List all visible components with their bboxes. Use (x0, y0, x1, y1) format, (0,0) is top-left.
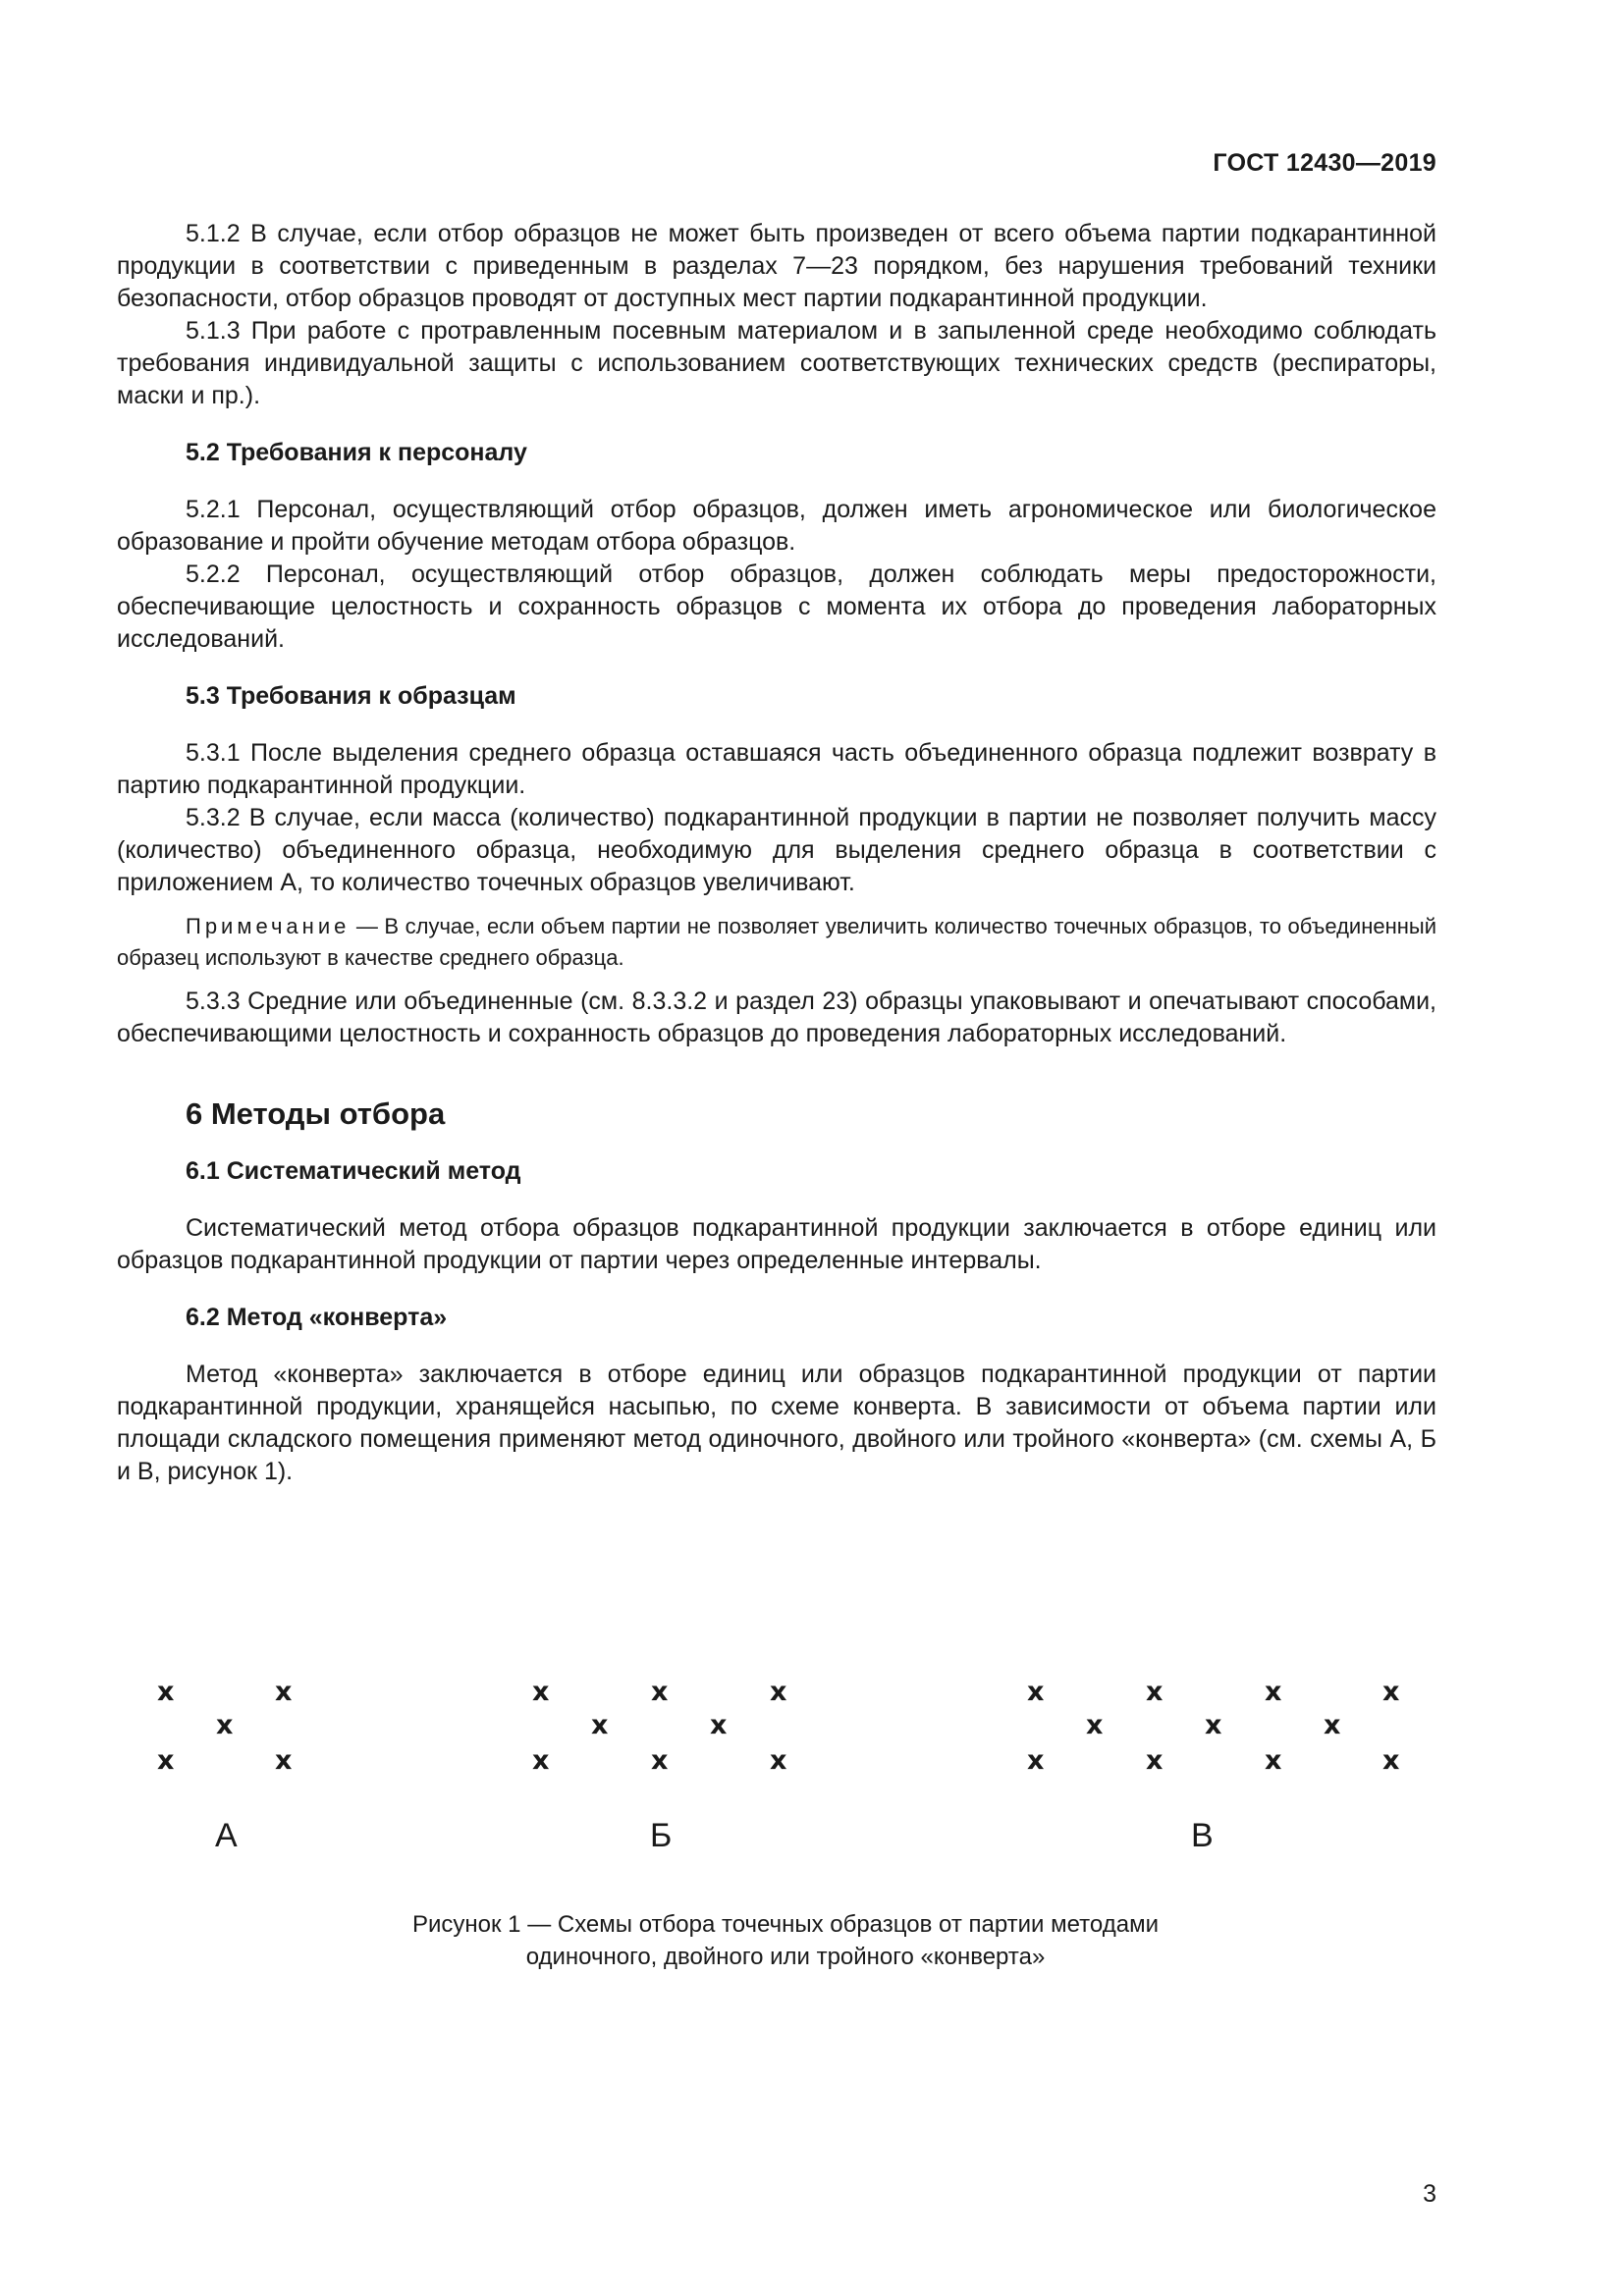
sample-point-mark: x (1205, 1710, 1222, 1740)
sample-point-mark: x (1027, 1677, 1045, 1707)
sample-point-mark: x (710, 1710, 728, 1740)
paragraph-5-1-2: 5.1.2 В случае, если отбор образцов не может быть произведен от всего объема партии подкарантинной продукции в соответствии с приведенным в разделах 7—23 порядком, без нарушения требований техники безопасности, отбор образцов проводят от доступных мест партии подкарантинной продукции. (117, 220, 1436, 312)
paragraph-5-3-1: 5.3.1 После выделения среднего образца оставшаяся часть объединенного образца подлежит возврату в партию подкарантинной продукции. (117, 739, 1436, 799)
note-label: Примечание (186, 914, 351, 938)
sample-point-mark: x (1027, 1745, 1045, 1776)
paragraph-6-1: Систематический метод отбора образцов подкарантинной продукции заключается в отборе единиц или образцов подкарантинной продукции от партии через определенные интервалы. (117, 1214, 1436, 1274)
figure-caption-line-1: Рисунок 1 — Схемы отбора точечных образцов от партии методами (412, 1911, 1159, 1938)
heading-5-3: 5.3 Требования к образцам (186, 682, 516, 710)
sample-point-mark: x (216, 1710, 234, 1740)
figure-caption-line-2: одиночного, двойного или тройного «конверта» (525, 1944, 1046, 1970)
paragraph-6-2: Метод «конверта» заключается в отборе единиц или образцов подкарантинной продукции от партии подкарантинной продукции, хранящейся насыпью, по схеме конверта. В зависимости от объема партии или площади складского помещения применяют метод одиночного, двойного или тройного «конверта» (см. схемы А, Б и В, рисунок 1). (117, 1361, 1436, 1485)
sample-point-mark: x (1265, 1745, 1282, 1776)
sample-point-mark: x (275, 1677, 293, 1707)
paragraph-5-2-1: 5.2.1 Персонал, осуществляющий отбор образцов, должен иметь агрономическое или биологическое образование и пройти обучение методам отбора образцов. (117, 496, 1436, 556)
note-text: — В случае, если объем партии не позволяет увеличить количество точечных образцов, то объединенный образец используют в качестве среднего образца. (117, 914, 1436, 970)
document-code: ГОСТ 12430—2019 (1213, 149, 1436, 177)
sample-point-mark: x (591, 1710, 609, 1740)
sample-point-mark: x (1086, 1710, 1104, 1740)
sample-point-mark: x (532, 1745, 550, 1776)
sample-point-mark: x (651, 1677, 669, 1707)
sample-point-mark: x (157, 1677, 175, 1707)
heading-6-1: 6.1 Систематический метод (186, 1157, 521, 1185)
figure-caption (0, 1908, 1571, 1973)
sample-point-mark: x (1146, 1677, 1164, 1707)
sample-point-mark: x (770, 1745, 787, 1776)
heading-5-2: 5.2 Требования к персоналу (186, 439, 527, 466)
document-body (117, 218, 1436, 1488)
paragraph-5-2-2: 5.2.2 Персонал, осуществляющий отбор образцов, должен соблюдать меры предосторожности, обеспечивающие целостность и сохранность образцов с момента их отбора до проведения лабораторных исследований. (117, 561, 1436, 653)
sample-point-mark: x (1265, 1677, 1282, 1707)
sample-point-mark: x (1382, 1677, 1400, 1707)
note (117, 911, 1436, 974)
sample-point-mark: x (651, 1745, 669, 1776)
sample-point-mark: x (275, 1745, 293, 1776)
sample-point-mark: x (1382, 1745, 1400, 1776)
paragraph-5-3-2: 5.3.2 В случае, если масса (количество) подкарантинной продукции в партии не позволяет получить массу (количество) объединенного образца, необходимую для выделения среднего образца в соответствии с приложением А, то количество точечных образцов увеличивают. (117, 804, 1436, 896)
page-number: 3 (1423, 2180, 1436, 2208)
sample-point-mark: x (1324, 1710, 1341, 1740)
paragraph-5-3-3: 5.3.3 Средние или объединенные (см. 8.3.3.2 и раздел 23) образцы упаковывают и опечатывают способами, обеспечивающими целостность и сохранность образцов до проведения лабораторных исследований. (117, 988, 1436, 1047)
sample-point-mark: x (157, 1745, 175, 1776)
scheme-label-b: Б (650, 1817, 673, 1854)
sample-point-mark: x (770, 1677, 787, 1707)
scheme-label-a: А (215, 1817, 238, 1854)
heading-6: 6 Методы отбора (186, 1096, 446, 1131)
sample-point-mark: x (1146, 1745, 1164, 1776)
heading-6-2: 6.2 Метод «конверта» (186, 1304, 448, 1331)
scheme-label-v: В (1191, 1817, 1214, 1854)
sample-point-mark: x (532, 1677, 550, 1707)
paragraph-5-1-3: 5.1.3 При работе с протравленным посевным материалом и в запыленной среде необходимо соблюдать требования индивидуальной защиты с использованием соответствующих технических средств (респираторы, маски и пр.). (117, 317, 1436, 409)
